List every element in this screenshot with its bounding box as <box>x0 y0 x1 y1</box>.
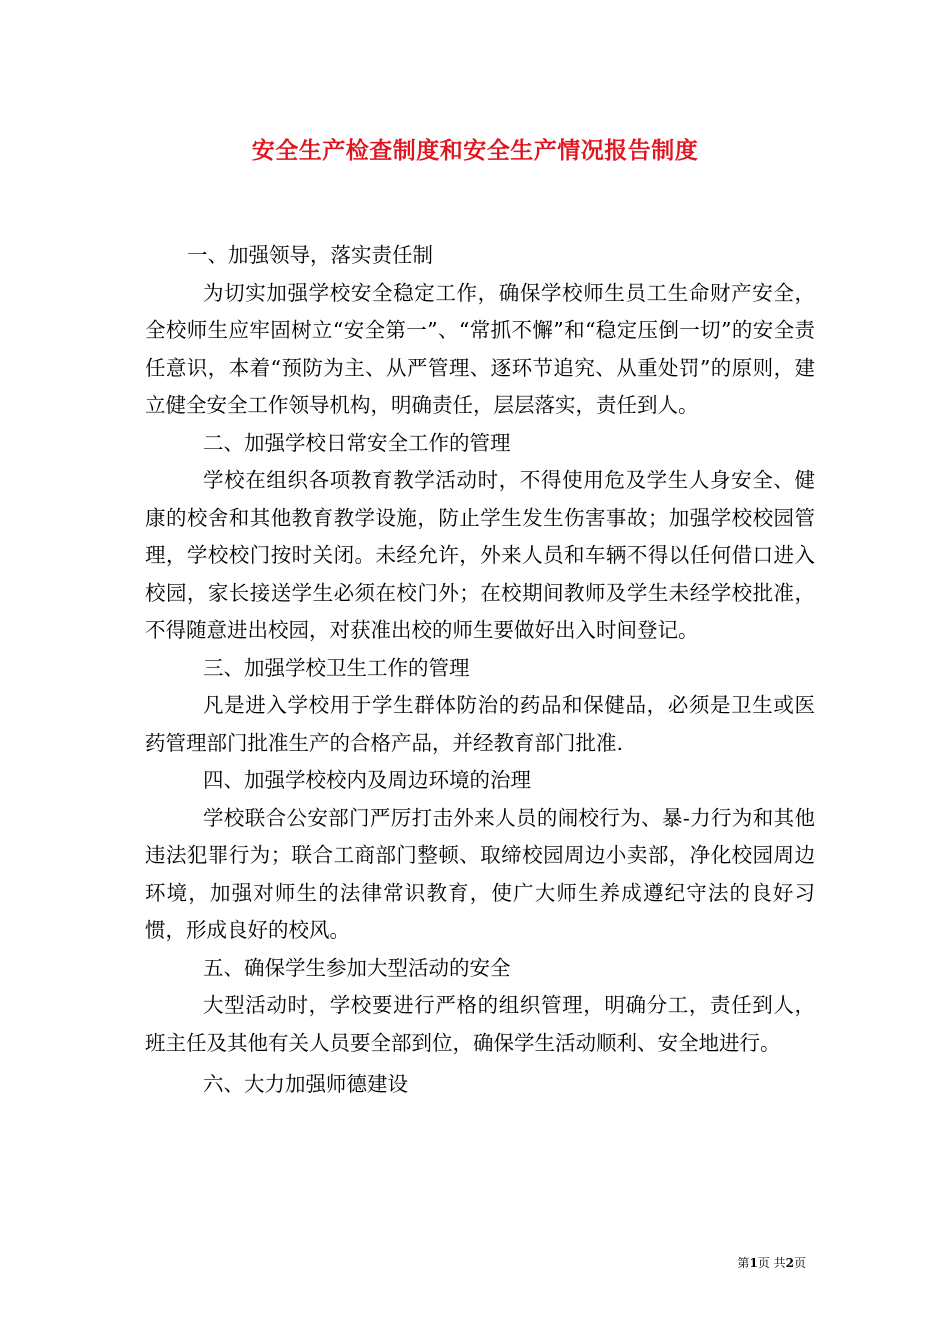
section-body: 凡是进入学校用于学生群体防治的药品和保健品，必须是卫生或医药管理部门批准生产的合格产品，并经教育部门批准. <box>145 693 815 755</box>
section-heading: 四、加强学校校内及周边环境的治理 <box>203 768 531 792</box>
section-heading: 六、大力加强师德建设 <box>203 1072 408 1096</box>
section-heading: 三、加强学校卫生工作的管理 <box>203 655 470 680</box>
document-body <box>145 237 815 1104</box>
section-heading: 二、加强学校日常安全工作的管理 <box>203 430 511 455</box>
total-pages-number: 2 <box>785 1256 794 1270</box>
section-body: 学校在组织各项教育教学活动时，不得使用危及学生人身安全、健康的校舍和其他教育教学设施，防止学生发生伤害事故；加强学校校园管理，学校校门按时关闭。未经允许，外来人员和车辆不得以任何借口进入校园，家长接送学生必须在校门外；在校期间教师及学生未经学校批准，不得随意进出校园，对获准出校的师生要做好出入时间登记。 <box>145 468 815 642</box>
document-title: 安全生产检查制度和安全生产情况报告制度 <box>251 137 699 164</box>
section-body: 为切实加强学校安全稳定工作，确保学校师生员工生命财产安全，全校师生应牢固树立“安全第一”、“常抓不懈”和“稳定压倒一切”的安全责任意识，本着“预防为主、从严管理、逐环节追究、从重处罚”的原则，建立健全安全工作领导机构，明确责任，层层落实，责任到人。 <box>145 280 815 417</box>
current-page-number: 1 <box>749 1256 758 1270</box>
section-heading: 五、确保学生参加大型活动的安全 <box>203 955 511 980</box>
section-heading: 一、加强领导，落实责任制 <box>187 243 433 267</box>
section-body: 大型活动时，学校要进行严格的组织管理，明确分工，责任到人，班主任及其他有关人员要全部到位，确保学生活动顺利、安全地进行。 <box>145 993 815 1055</box>
footer-mid: 页 共 <box>757 1256 786 1270</box>
footer-suffix: 页 <box>793 1256 806 1270</box>
footer-prefix: 第 <box>737 1256 750 1270</box>
page-number-footer <box>737 1254 806 1271</box>
section-body: 学校联合公安部门严厉打击外来人员的闹校行为、暴-力行为和其他违法犯罪行为；联合工商部门整顿、取缔校园周边小卖部，净化校园周边环境，加强对师生的法律常识教育，使广大师生养成遵纪守法的良好习惯，形成良好的校风。 <box>145 805 815 942</box>
